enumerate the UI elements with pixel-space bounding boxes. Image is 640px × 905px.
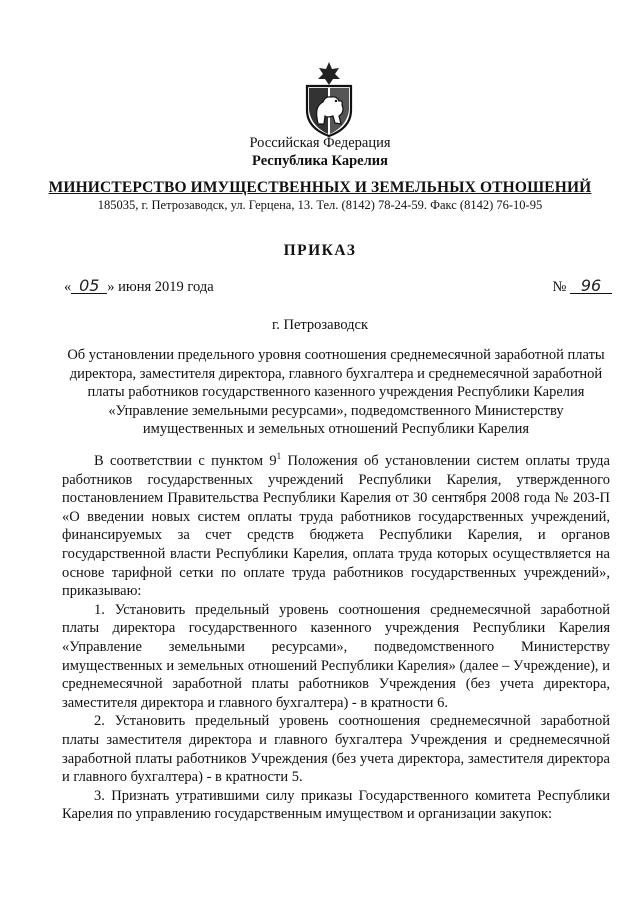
coat-of-arms-icon (295, 60, 363, 138)
date-day: 05 (71, 278, 107, 294)
intro-part1: В соответствии с пунктом 9 (94, 453, 277, 469)
order-number (553, 278, 612, 296)
intro-superscript: 1 (276, 451, 282, 462)
body-item-2: 2. Установить предельный уровень соотношения среднемесячной заработной платы заместителя директора и главного бухгалтера Учреждения и среднемесячной заработной платы работников Учреждения (без учета директора, заместителя директора и главного бухгалтера) - в кратности 5. (62, 713, 610, 786)
intro-part2: Положения об установлении систем оплаты труда работников государственных учреждений Республики Карелия, утвержденного постановлением Правительства Республики Карелия от 30 сентября 2008 года № 203-П «О введении новых систем оплаты труда работников государственных учреждений, финансируемых за счет средств бюджета Республики Карелия, и органов государственной власти Республики Карелия, оплата труда которых осуществляется на основе тарифной сетки по оплате труда работников государственных учреждений», приказываю: (62, 453, 610, 600)
number-label: № (552, 279, 567, 295)
ministry-address: 185035, г. Петрозаводск, ул. Герцена, 13. Тел. (8142) 78-24-59. Факс (8142) 76-10-95 (97, 198, 543, 212)
body-intro (62, 452, 610, 601)
order-body (62, 452, 610, 824)
republic-name: Республика Карелия (252, 153, 388, 169)
date-open-quote: « (64, 279, 72, 295)
country-name: Российская Федерация (249, 135, 391, 151)
number-value: 96 (570, 278, 612, 294)
body-item-3: 3. Признать утратившими силу приказы Государственного комитета Республики Карелия по управлению государственным имуществом и организации закупок: (62, 787, 610, 823)
city: г. Петрозаводск (271, 317, 369, 333)
body-item-1: 1. Установить предельный уровень соотношения среднемесячной заработной платы директора государственного казенного учреждения Республики Карелия «Управление земельными ресурсами», подведомственного Министерству имущественных и земельных отношений Республики Карелия» (далее – Учреждение), и среднемесячной заработной платы работников Учреждения (без учета директора, заместителя директора и главного бухгалтера) - в кратности 6. (62, 601, 610, 711)
order-date (64, 278, 214, 296)
date-close-quote: » (107, 279, 115, 295)
document-type: ПРИКАЗ (283, 242, 357, 259)
order-subject: Об установлении предельного уровня соотношения среднемесячной заработной платы директора, заместителя директора, главного бухгалтера и среднемесячной заработной платы работников государственного казенного учреждения Республики Карелия «Управление земельными ресурсами», подведомственного Министерству имущественных и земельных отношений Республики Карелия (67, 347, 605, 438)
ministry-name: МИНИСТЕРСТВО ИМУЩЕСТВЕННЫХ И ЗЕМЕЛЬНЫХ ОТНОШЕНИЙ (48, 179, 592, 196)
date-month-year: июня 2019 года (118, 279, 214, 295)
